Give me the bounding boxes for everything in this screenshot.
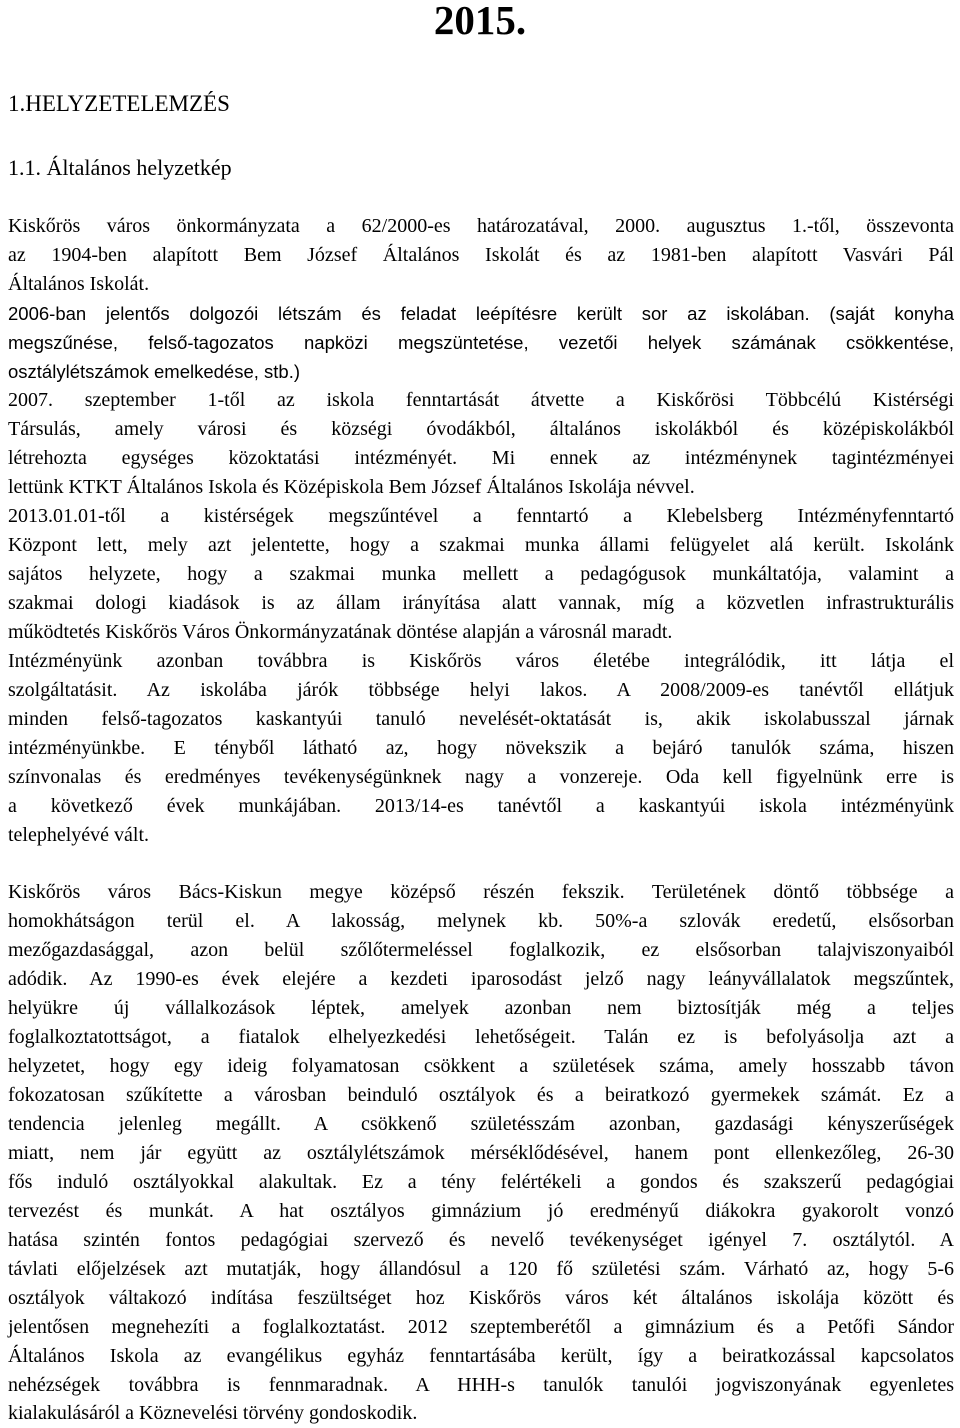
paragraph-line: homokhátságon terül el. A lakosság, melynek kb. 50%-a szlovák eredetű, elsősorban — [8, 910, 954, 932]
paragraph-line: megszűnése, felső-tagozatos napközi megszüntetése, vezetői helyek számának csökkentése, — [8, 332, 954, 353]
paragraph-line: 2013.01.01-től a kistérségek megszűntével a fenntartó a Klebelsberg Intézményfenntartó — [8, 505, 954, 527]
paragraph-line: működtetés Kiskőrös Város Önkormányzatának döntése alapján a városnál maradt. — [8, 621, 673, 643]
paragraph-line: sajátos helyzete, hogy a szakmai munka mellett a pedagógusok munkáltatója, valamint a — [8, 563, 954, 585]
year-title: 2015. — [433, 0, 527, 43]
paragraph-line: Kiskőrös város Bács-Kiskun megye középső részén fekszik. Területének döntő többsége a — [8, 881, 954, 903]
paragraph-line: színvonalas és eredményes tevékenységünknek nagy a vonzereje. Oda kell figyelnünk erre is — [8, 766, 954, 788]
subsection-heading: 1.1. Általános helyzetkép — [8, 155, 232, 180]
section-heading: 1.HELYZETELEMZÉS — [8, 91, 230, 116]
paragraph-line: távlati előjelzések azt mutatják, hogy állandósul a 120 fő születési szám. Várható az, hogy 5-6 — [8, 1258, 954, 1280]
paragraph-line: fős induló osztályokkal alakultak. Ez a tény felértékeli a gondos és szakszerű pedagógiai — [8, 1171, 954, 1193]
paragraph-line: mezőgazdasággal, azon belül szőlőtermeléssel foglalkozik, ez elsősorban talajviszonyaiból — [8, 939, 954, 961]
paragraph-line: intézményünkbe. E tényből látható az, hogy növekszik a bejáró tanulók száma, hiszen — [8, 737, 954, 759]
paragraph-line: Központ lett, mely azt jelentette, hogy a szakmai munka állami felügyelet alá került. Iskolánk — [8, 534, 954, 556]
paragraph-line: telephelyévé vált. — [8, 824, 150, 846]
paragraph-line: helyükre új vállalkozások léptek, amelyek azonban nem biztosítják még a teljes — [8, 997, 954, 1019]
paragraph-line: adódik. Az 1990-es évek elejére a kezdeti iparosodást jelző nagy leányvállalatok megszűntek, — [8, 968, 954, 990]
paragraph-line: a következő évek munkájában. 2013/14-es tanévtől a kaskantyúi iskola intézményünk — [8, 795, 954, 817]
paragraph-line: lettünk KTKT Általános Iskola és Középiskola Bem József Általános Iskolája névvel. — [8, 476, 695, 498]
paragraph-line: nehézségek továbbra is fennmaradnak. A HHH-s tanulók tanulói jogviszonyának egyenletes — [8, 1374, 954, 1396]
paragraph-line: minden felső-tagozatos kaskantyúi tanuló nevelését-oktatását is, akik iskolabusszal járnak — [8, 708, 954, 730]
paragraph-line: foglalkoztatottságot, a fiatalok elhelyezkedési lehetőségeit. Talán ez is befolyásolja azt a — [8, 1026, 954, 1048]
paragraph-line: helyzetet, hogy egy ideig folyamatosan csökkent a születések száma, amely hosszabb távon — [8, 1055, 954, 1077]
paragraph-line: Intézményünk azonban továbbra is Kiskőrös város életébe integrálódik, itt látja el — [8, 650, 954, 672]
paragraph-line: 2007. szeptember 1-től az iskola fenntartását átvette a Kiskőrösi Többcélú Kistérségi — [8, 389, 954, 411]
paragraph-line: tendencia jelenleg megállt. A csökkenő születésszám azonban, gazdasági kényszerűségek — [8, 1113, 954, 1135]
paragraph-line: szolgáltatásit. Az iskolába járók többsége helyi lakos. A 2008/2009-es tanévtől ellátjuk — [8, 679, 954, 701]
paragraph-line: tervezést és munkát. A hat osztályos gimnázium jó eredményű diákokra gyakorolt vonzó — [8, 1200, 954, 1222]
paragraph-line: Általános Iskola az evangélikus egyház fenntartásába került, így a beiratkozással kapcsolatos — [8, 1345, 954, 1367]
paragraph-line: Társulás, amely városi és községi óvodákból, általános iskolákból és középiskolákból — [8, 418, 954, 440]
paragraph-line: miatt, nem jár együtt az osztálylétszámok mérséklődésével, hanem pont ellenkezőleg, 26-30 — [8, 1142, 954, 1164]
paragraph-line: osztálylétszámok emelkedése, stb.) — [8, 361, 301, 382]
paragraph-line: fokozatosan szűkítette a városban beinduló osztályok és a beiratkozó gyermekek számát. Ez a — [8, 1084, 954, 1106]
paragraph-line: Kiskőrös város önkormányzata a 62/2000-es határozatával, 2000. augusztus 1.-től, összevonta — [8, 215, 954, 237]
paragraph-line: Általános Iskolát. — [8, 273, 150, 295]
paragraph-line: 2006-ban jelentős dolgozói létszám és feladat leépítésre került sor az iskolában. (saját konyha — [8, 303, 954, 324]
paragraph-line: szakmai dologi kiadások is az állam irányítása alatt vannak, míg a közvetlen infrastrukturális — [8, 592, 954, 614]
paragraph-line: hatása szintén fontos pedagógiai szervező és nevelő tevékenységet igényel 7. osztálytól. A — [8, 1229, 954, 1251]
paragraph-line: az 1904-ben alapított Bem József Általános Iskolát és az 1981-ben alapított Vasvári Pál — [8, 244, 954, 266]
paragraph-line: osztályok váltakozó indítása feszültséget hoz Kiskőrös város két általános iskolája között és — [8, 1287, 954, 1309]
paragraph-line: jelentősen megnehezíti a foglalkoztatást. 2012 szeptemberétől a gimnázium és a Petőfi Sándor — [8, 1316, 954, 1338]
paragraph-line: kialakulásáról a Köznevelési törvény gondoskodik. — [8, 1402, 418, 1424]
paragraph-line: létrehozta egységes közoktatási intézményét. Mi ennek az intézménynek tagintézményei — [8, 447, 954, 469]
